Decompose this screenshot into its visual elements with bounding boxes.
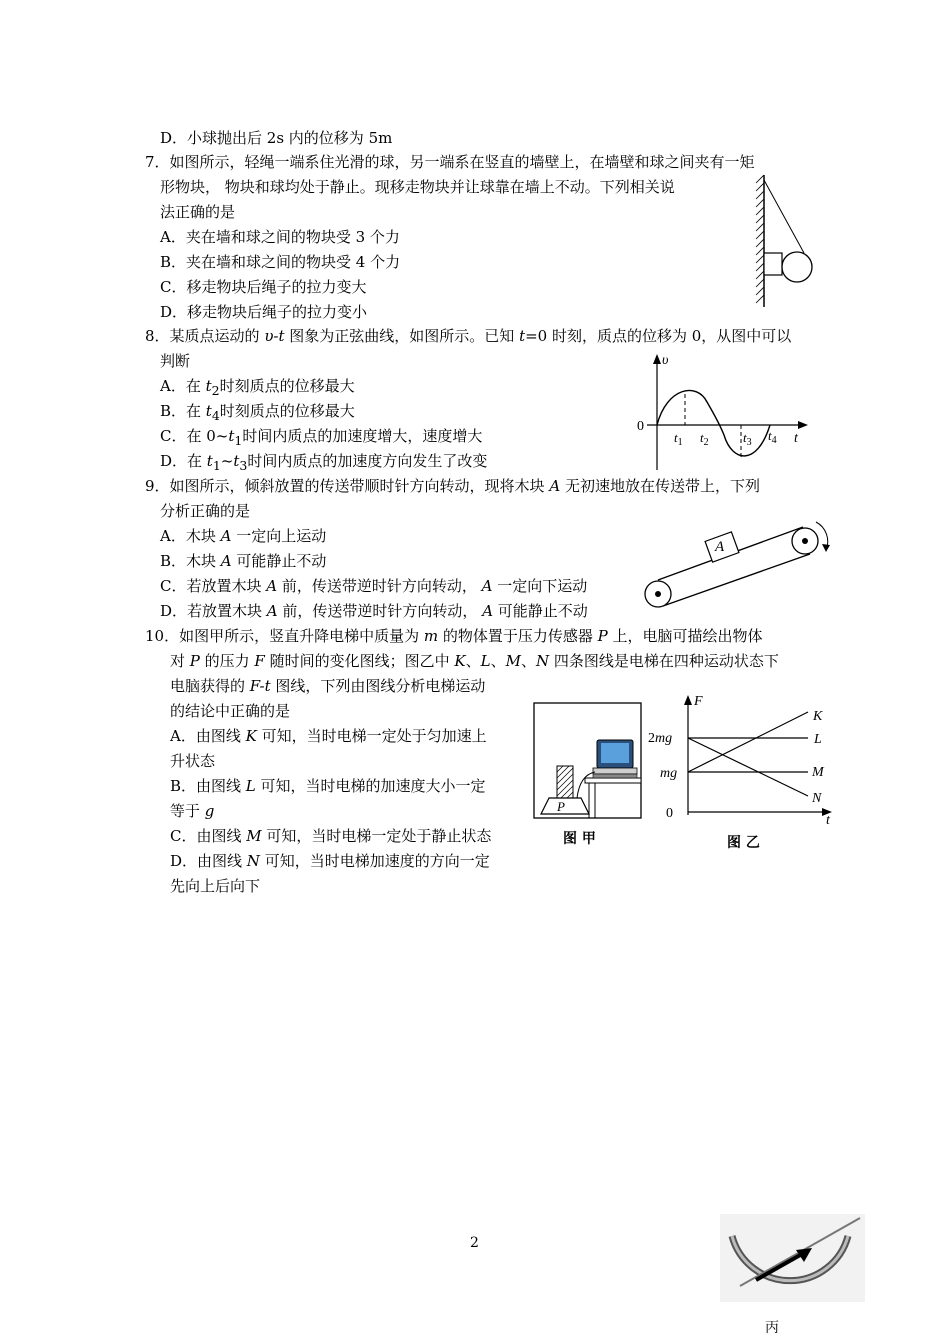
q10-stem-line2: 对 P 的压力 F 随时间的变化图线；图乙中 K、L、M、N 四条图线是电梯在四种运动状态下 [170,652,779,670]
q10-option-b-line1: B．由图线 L 可知，当时电梯的加速度大小一定 [170,777,486,795]
q10-option-d-line2: 先向上后向下 [170,877,261,895]
q10-option-c: C．由图线 M 可知，当时电梯一定处于静止状态 [170,827,492,845]
q10-figure-yi [640,690,840,830]
q10-mg-label: mg [660,766,678,781]
q10-axis-t-label: t [826,813,830,828]
q10-line-M-label: M [812,765,824,780]
q8-vt-graph [632,352,812,472]
bing-caption: 丙 [765,1320,779,1336]
q10-figure-jia [533,702,643,820]
q7-stem-line1: 7．如图所示，轻绳一端系住光滑的球，另一端系在竖直的墙壁上，在墙壁和球之间夹有一矩 [145,153,755,171]
q9-block-label: A [715,539,725,555]
q7-option-b: B．夹在墙和球之间的物块受 4 个力 [160,253,401,271]
q8-stem-line1: 8．某质点运动的 υ-t 图象为正弦曲线，如图所示。已知 t=0 时刻，质点的位移为 0，从图中可以 [145,327,792,345]
q8-axis-t-label: t [794,431,798,446]
q10-stem-line3: 电脑获得的 F-t 图线，下列由图线分析电梯运动 [170,677,486,695]
q9-stem-line2: 分析正确的是 [160,502,251,520]
q8-option-c: C．在 $0\sim t_1$时间内质点的加速度增大，速度增大 [160,427,483,448]
q10-stem-line4: 的结论中正确的是 [170,702,291,720]
q10-line-K-label: K [813,709,823,724]
bing-bowl-figure [720,1214,865,1302]
q9-option-d: D．若放置木块 A 前，传送带逆时针方向转动， A 可能静止不动 [160,602,588,620]
q7-stem-line2: 形物块， 物块和球均处于静止。现移走物块并让球靠在墙上不动。下列相关说 [160,178,675,196]
q10-option-d-line1: D．由图线 N 可知，当时电梯加速度的方向一定 [170,852,490,870]
q9-option-b: B．木块 A 可能静止不动 [160,552,327,570]
q8-tick-t4: $t_4$ [768,428,777,446]
q8-tick-t1: $t_1$ [674,430,683,448]
q8-tick-t3: $t_3$ [743,430,752,448]
q7-stem-line3: 法正确的是 [160,203,236,221]
q10-2mg-label: 2mg [648,731,673,746]
q7-option-d: D．移走物块后绳子的拉力变小 [160,303,368,321]
q7-wall-ball-figure [752,175,822,310]
q9-conveyor-figure [640,514,840,614]
q6-option-d: D．小球抛出后 2s 内的位移为 5m [160,129,393,147]
q7-option-a: A．夹在墙和球之间的物块受 3 个力 [160,228,400,246]
q8-option-b: B．在 $t_4$时刻质点的位移最大 [160,402,355,423]
q8-axis-v-label: υ [662,353,669,368]
q10-axis-F-label: F [694,694,703,709]
q10-option-a-line1: A．由图线 K 可知，当时电梯一定处于匀加速上 [170,727,487,745]
q10-origin-label: 0 [666,806,673,821]
q10-option-b-line2: 等于 g [170,802,215,820]
q10-figure-jia-caption: 图 甲 [563,831,596,847]
q10-sensor-label: P [557,799,565,814]
q7-option-c: C．移走物块后绳子的拉力变大 [160,278,367,296]
q8-origin-label: 0 [637,419,644,434]
q8-option-d: D．在 $t_1\sim t_3$时间内质点的加速度方向发生了改变 [160,452,488,473]
q9-option-c: C．若放置木块 A 前，传送带逆时针方向转动， A 一定向下运动 [160,577,588,595]
q10-line-L-label: L [814,732,822,747]
q8-stem-line2: 判断 [160,352,191,370]
q10-line-N-label: N [812,791,822,806]
q10-figure-yi-caption: 图 乙 [727,835,760,851]
q8-option-a: A．在 $t_2$时刻质点的位移最大 [160,377,355,398]
q10-stem-line1: 10．如图甲所示，竖直升降电梯中质量为 m 的物体置于压力传感器 P 上，电脑可描绘出物体 [145,627,763,645]
q10-option-a-line2: 升状态 [170,752,216,770]
page-number: 2 [470,1235,479,1251]
q9-stem-line1: 9．如图所示，倾斜放置的传送带顺时针方向转动，现将木块 A 无初速地放在传送带上，下列 [145,477,760,495]
q8-tick-t2: $t_2$ [700,430,709,448]
q9-option-a: A．木块 A 一定向上运动 [160,527,327,545]
